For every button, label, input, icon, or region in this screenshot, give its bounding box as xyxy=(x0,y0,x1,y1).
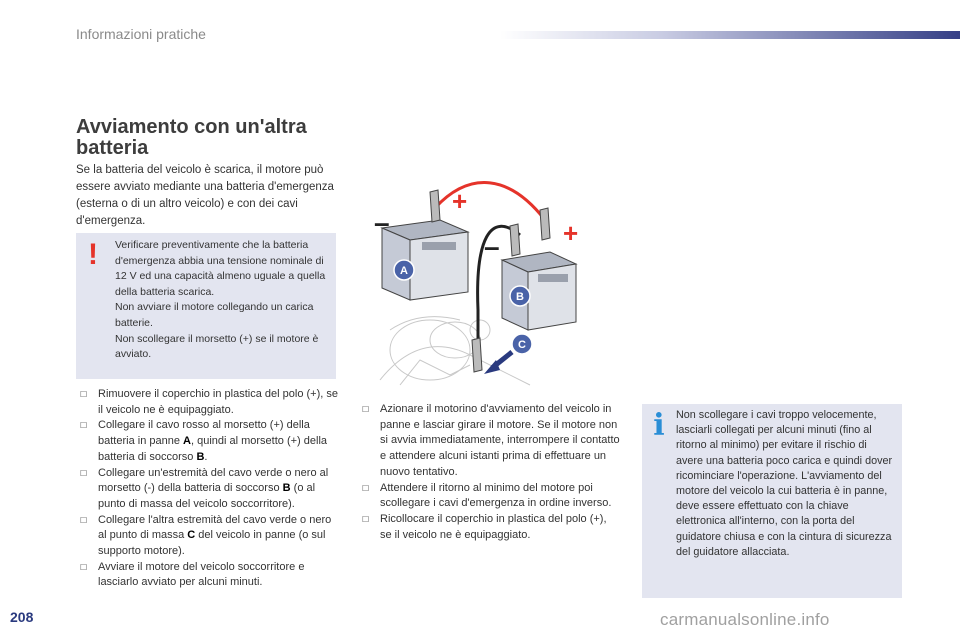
label-b-badge xyxy=(510,286,530,306)
step-item: ☐ Attendere il ritorno al minimo del motore poi scollegare i cavi d'emergenza in ordine inverso. xyxy=(362,481,612,510)
checkbox-bullet-icon: ☐ xyxy=(80,421,88,431)
minus-sign-b: – xyxy=(484,231,500,262)
ground-point-c-ref: C xyxy=(187,529,196,542)
engine-bay-sketch xyxy=(380,317,530,385)
page-title: Avviamento con un'altra batteria xyxy=(76,116,307,159)
checkbox-bullet-icon: ☐ xyxy=(362,483,370,493)
battery-a xyxy=(382,220,468,300)
watermark: carmanualsonline.info xyxy=(660,610,830,629)
svg-text:A: A xyxy=(400,265,408,277)
info-text: Non scollegare i cavi troppo velocemente, lasciarli collegati per alcuni minuti (fino al ritorno al minimo) per evitare il rischio di avere una batteria poco carica e quindi dover ricominciare l'operazione. L'avviamento del motore del veicolo la cui batteria è in panne, deve essere effettuato con la chiave elettronica all'interno, con la porta del guidatore chiusa e con la cintura di sicurezza del guidatore allacciata. xyxy=(676,409,893,558)
checkbox-bullet-icon: ☐ xyxy=(80,468,88,478)
section-title: Informazioni pratiche xyxy=(76,26,206,42)
steps-list-right xyxy=(358,402,620,543)
warning-line: Verificare preventivamente che la batteria d'emergenza abbia una tensione nominale di 12 V ed una capacità almeno uguale a quella della batteria scarica. xyxy=(115,239,326,298)
page-number: 208 xyxy=(10,609,34,625)
header-bar xyxy=(500,31,960,39)
checkbox-bullet-icon: ☐ xyxy=(80,390,88,399)
battery-a-ref: A xyxy=(183,435,191,448)
step-item: ☐ Collegare l'altra estremità del cavo verde o nero al punto di massa C del veicolo in panne (o sul supporto motore). xyxy=(80,513,332,558)
plus-sign-b: + xyxy=(563,218,579,248)
jump-start-illustration xyxy=(360,180,630,395)
battery-b-ref: B xyxy=(282,482,291,495)
step-item: ☐ Rimuovere il coperchio in plastica del polo (+), se il veicolo ne è equipaggiato. xyxy=(80,388,338,416)
checkbox-bullet-icon: ☐ xyxy=(80,515,88,525)
checkbox-bullet-icon: ☐ xyxy=(80,562,88,572)
checkbox-bullet-icon: ☐ xyxy=(362,514,370,524)
minus-sign-a: – xyxy=(374,207,390,238)
step-item: ☐ Collegare un'estremità del cavo verde o nero al morsetto (-) della batteria di soccorso B (o al punto di massa del veicolo soccorritore). xyxy=(80,466,329,510)
step-item: ☐ Avviare il motore del veicolo soccorritore e lasciarlo avviato per alcuni minuti. xyxy=(80,560,305,589)
svg-text:B: B xyxy=(516,291,524,303)
intro-paragraph: Se la batteria del veicolo è scarica, il motore può essere avviato mediante una batteria d'emergenza (esterna o di un altro veicolo) e con dei cavi d'emergenza. xyxy=(76,164,334,227)
label-c-badge xyxy=(484,334,532,374)
svg-text:C: C xyxy=(518,339,526,351)
battery-b-ref: B xyxy=(196,450,205,463)
label-a-badge xyxy=(394,260,414,280)
plus-sign-a: + xyxy=(452,186,468,216)
warning-text xyxy=(115,238,333,363)
warning-line: Non avviare il motore collegando un carica batterie. xyxy=(115,301,314,329)
exclamation-icon: ! xyxy=(88,238,98,271)
step-item: ☐ Azionare il motorino d'avviamento del veicolo in panne e lasciar girare il motore. Se il motore non si avvia immediatamente, interrompere il contatto e attendere alcuni istanti prima di effettuare un nuovo tentativo. xyxy=(362,403,620,478)
checkbox-bullet-icon: ☐ xyxy=(362,405,370,414)
info-icon: i xyxy=(653,408,665,443)
warning-line: Non scollegare il morsetto (+) se il motore è avviato. xyxy=(115,332,319,361)
step-item: ☐ Ricollocare il coperchio in plastica del polo (+), se il veicolo ne è equipaggiato. xyxy=(362,512,607,541)
step-item: ☐ Collegare il cavo rosso al morsetto (+) della batteria in panne A, quindi al morsetto (+) della batteria di soccorso B. xyxy=(80,419,328,463)
steps-list-left xyxy=(76,387,338,591)
